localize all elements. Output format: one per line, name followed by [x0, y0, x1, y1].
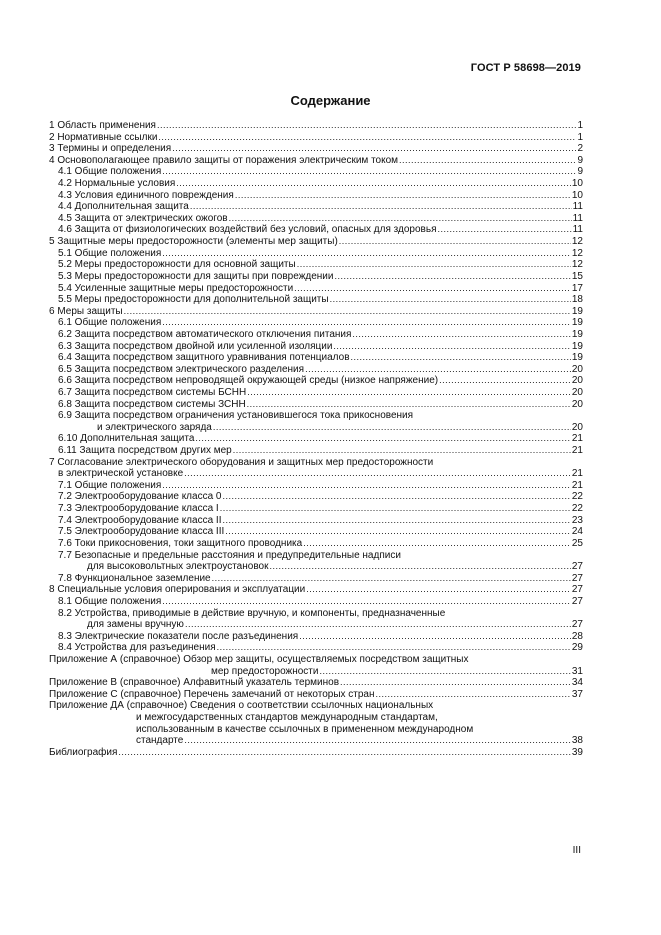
toc-entry-page: 27: [571, 595, 583, 607]
toc-entry[interactable]: [49, 190, 583, 202]
toc-dot-leader: [185, 619, 571, 631]
toc-entry-title: 4.4 Дополнительная защита: [58, 201, 189, 213]
toc-entry-title: 7.6 Токи прикосновения, токи защитного проводника: [58, 537, 303, 549]
toc-entry-title: для высоковольтных электроустановок: [87, 561, 269, 573]
toc-dot-leader: [439, 375, 571, 387]
toc-dot-leader: [162, 480, 571, 492]
toc-dot-leader: [222, 515, 570, 527]
toc-dot-leader: [222, 491, 570, 503]
toc-entry-title: 1 Область применения: [49, 119, 156, 131]
toc-entry-page: 28: [571, 630, 583, 642]
toc-entry[interactable]: [49, 213, 583, 225]
toc-entry-title: и межгосударственных стандартов международным стандартам,: [136, 712, 438, 724]
toc-entry[interactable]: [49, 492, 583, 504]
toc-entry[interactable]: [49, 735, 583, 747]
toc-dot-leader: [212, 573, 571, 585]
toc-dot-leader: [213, 422, 571, 434]
toc-entry-page: 22: [571, 503, 583, 515]
toc-entry[interactable]: [49, 642, 583, 654]
toc-entry-title: и электрического заряда: [97, 421, 212, 433]
toc-entry-page: 18: [571, 294, 583, 306]
toc-entry[interactable]: [49, 747, 583, 759]
toc-dot-leader: [339, 236, 571, 248]
toc-dot-leader: [294, 283, 571, 295]
toc-entry[interactable]: [49, 654, 583, 666]
toc-entry-title: 4.2 Нормальные условия: [58, 178, 176, 190]
toc-dot-leader: [299, 631, 571, 643]
toc-entry-page: 11: [572, 201, 583, 213]
toc-entry-page: 11: [572, 212, 583, 224]
toc-dot-leader: [162, 248, 571, 260]
toc-dot-leader: [158, 132, 576, 144]
toc-entry[interactable]: [49, 224, 583, 236]
toc-entry-page: 12: [571, 259, 583, 271]
toc-entry-title: 7.4 Электрооборудование класса II: [58, 514, 222, 526]
toc-dot-leader: [319, 666, 570, 678]
toc-entry-title: 8.3 Электрические показатели после разъединения: [58, 630, 299, 642]
toc-entry-page: 31: [571, 665, 583, 677]
toc-entry[interactable]: [49, 410, 583, 422]
toc-entry-page: 25: [571, 537, 583, 549]
toc-entry-title: 6.1 Общие положения: [58, 317, 162, 329]
toc-entry-title: 6 Меры защиты: [49, 305, 123, 317]
toc-entry-title: 5.4 Усиленные защитные меры предосторожности: [58, 282, 294, 294]
toc-entry-title: Приложение ДА (справочное) Сведения о соответствии ссылочных национальных: [49, 700, 434, 712]
toc-entry-title: 3 Термины и определения: [49, 143, 172, 155]
toc-entry[interactable]: [49, 457, 583, 469]
toc-dot-leader: [190, 201, 572, 213]
toc-dot-leader: [340, 677, 571, 689]
toc-entry-title: 4.1 Общие положения: [58, 166, 162, 178]
toc-dot-leader: [162, 166, 576, 178]
toc-entry-page: 20: [571, 363, 583, 375]
toc-dot-leader: [306, 584, 571, 596]
toc-dot-leader: [118, 747, 570, 759]
toc-dot-leader: [297, 259, 571, 271]
toc-dot-leader: [172, 143, 576, 155]
toc-entry[interactable]: [49, 619, 583, 631]
toc-entry-title: 6.7 Защита посредством системы БСНН: [58, 387, 247, 398]
toc-entry-page: 2: [577, 143, 583, 155]
toc-entry-title: 8.1 Общие положения: [58, 595, 162, 607]
toc-entry-page: 12: [571, 247, 583, 259]
toc-entry-title: 4.6 Защита от физиологических воздействий без условий, опасных для здоровья: [58, 224, 437, 236]
toc-entry[interactable]: [49, 294, 583, 306]
toc-dot-leader: [247, 387, 571, 399]
toc-entry[interactable]: [49, 584, 583, 596]
toc-entry-page: 21: [571, 433, 583, 445]
toc-entry-page: 20: [571, 375, 583, 387]
toc-dot-leader: [176, 178, 571, 190]
toc-entry-page: 27: [571, 619, 583, 631]
toc-entry-page: 37: [571, 688, 583, 700]
toc-entry[interactable]: [49, 677, 583, 689]
standard-header: ГОСТ Р 58698—2019: [470, 62, 581, 74]
table-of-contents: [49, 120, 583, 759]
toc-entry-title: 4.3 Условия единичного повреждения: [58, 189, 234, 201]
toc-entry-title: 5.2 Меры предосторожности для основной защиты: [58, 259, 296, 271]
toc-entry[interactable]: [49, 526, 583, 538]
toc-entry[interactable]: [49, 248, 583, 260]
toc-entry-title: 7 Согласование электрического оборудования и защитных мер предосторожности: [49, 456, 434, 468]
toc-entry[interactable]: [49, 503, 583, 515]
toc-entry[interactable]: [49, 433, 583, 445]
toc-entry[interactable]: [49, 201, 583, 213]
toc-entry-page: 17: [571, 282, 583, 294]
toc-entry-title: Библиография: [49, 746, 118, 758]
toc-entry-page: 20: [571, 387, 583, 398]
toc-entry-page: 38: [571, 735, 583, 747]
toc-entry-title: 5.1 Общие положения: [58, 247, 162, 259]
toc-entry-page: 9: [577, 154, 583, 166]
toc-dot-leader: [220, 503, 571, 515]
toc-dot-leader: [330, 294, 571, 306]
toc-entry-title: 7.1 Общие положения: [58, 479, 162, 491]
toc-entry[interactable]: [49, 317, 583, 329]
toc-entry-page: 12: [571, 236, 583, 248]
toc-entry-title: 5.3 Меры предосторожности для защиты при повреждении: [58, 270, 334, 282]
toc-entry-title: 5.5 Меры предосторожности для дополнительной защиты: [58, 294, 329, 306]
toc-entry-page: 9: [577, 166, 583, 178]
toc-dot-leader: [184, 468, 571, 480]
toc-entry-page: 27: [571, 572, 583, 584]
toc-entry-title: 6.8 Защита посредством системы ЗСНН: [58, 398, 246, 410]
toc-entry-page: 21: [571, 445, 583, 457]
toc-entry-title: 7.3 Электрооборудование класса I: [58, 503, 219, 515]
toc-entry-title: 6.2 Защита посредством автоматического отключения питания: [58, 328, 352, 340]
toc-entry-title: использованным в качестве ссылочных в примененном международном: [136, 723, 474, 735]
toc-dot-leader: [162, 317, 571, 329]
toc-entry[interactable]: [49, 468, 583, 480]
toc-entry-title: 4.5 Защита от электрических ожогов: [58, 212, 228, 224]
toc-entry-page: 11: [572, 224, 583, 236]
toc-entry-page: 1: [577, 131, 583, 143]
toc-entry-title: Приложение В (справочное) Алфавитный указатель терминов: [49, 677, 340, 689]
toc-entry[interactable]: [49, 608, 583, 620]
toc-entry-title: для замены вручную: [87, 619, 184, 631]
toc-entry-page: 29: [571, 642, 583, 654]
toc-entry[interactable]: [49, 178, 583, 190]
toc-entry-title: 6.3 Защита посредством двойной или усиленной изоляции: [58, 340, 333, 352]
toc-entry[interactable]: [49, 724, 583, 736]
toc-entry-page: 10: [571, 178, 583, 190]
toc-entry[interactable]: [49, 561, 583, 573]
toc-entry-page: 19: [571, 328, 583, 340]
toc-dot-leader: [229, 213, 572, 225]
toc-dot-leader: [269, 561, 570, 573]
toc-entry-page: 27: [571, 561, 583, 573]
toc-entry-title: 7.7 Безопасные и предельные расстояния и предупредительные надписи: [58, 549, 401, 561]
toc-entry-page: 22: [571, 491, 583, 503]
toc-dot-leader: [334, 271, 570, 283]
toc-entry[interactable]: [49, 515, 583, 527]
toc-entry[interactable]: [49, 166, 583, 178]
toc-entry-title: в электрической установке: [58, 468, 184, 480]
toc-entry[interactable]: [49, 375, 583, 387]
toc-entry-page: 19: [571, 305, 583, 317]
toc-entry-page: 21: [571, 468, 583, 480]
toc-entry-title: 8 Специальные условия оперирования и эксплуатации: [49, 584, 306, 596]
toc-entry-title: 6.4 Защита посредством защитного уравнивания потенциалов: [58, 352, 350, 364]
toc-entry[interactable]: [49, 352, 583, 364]
toc-entry[interactable]: [49, 329, 583, 341]
toc-entry[interactable]: [49, 689, 583, 701]
toc-entry-page: 34: [571, 677, 583, 689]
toc-entry[interactable]: [49, 666, 583, 678]
toc-entry[interactable]: [49, 143, 583, 155]
toc-entry[interactable]: [49, 364, 583, 376]
toc-entry[interactable]: [49, 573, 583, 585]
toc-dot-leader: [235, 190, 571, 202]
toc-entry-title: мер предосторожности: [211, 665, 319, 677]
toc-entry-title: Приложение А (справочное) Обзор мер защиты, осуществляемых посредством защитных: [49, 654, 469, 666]
toc-entry-page: 24: [571, 526, 583, 538]
toc-entry[interactable]: [49, 271, 583, 283]
toc-entry[interactable]: [49, 306, 583, 318]
toc-entry[interactable]: [49, 283, 583, 295]
toc-dot-leader: [157, 120, 576, 132]
toc-entry[interactable]: [49, 236, 583, 248]
toc-entry-page: 23: [571, 514, 583, 526]
toc-entry[interactable]: [49, 120, 583, 132]
toc-entry-title: 6.5 Защита посредством электрического разделения: [58, 363, 305, 375]
toc-dot-leader: [225, 526, 571, 538]
toc-dot-leader: [124, 306, 571, 318]
toc-entry[interactable]: [49, 596, 583, 608]
toc-entry-page: 19: [571, 340, 583, 352]
toc-entry[interactable]: [49, 700, 583, 712]
toc-entry-title: 7.2 Электрооборудование класса 0: [58, 491, 222, 503]
toc-entry-title: Приложение С (справочное) Перечень замечаний от некоторых стран: [49, 688, 375, 700]
toc-entry[interactable]: [49, 155, 583, 167]
toc-entry-title: 8.2 Устройства, приводимые в действие вручную, и компоненты, предназначенные: [58, 607, 446, 619]
toc-dot-leader: [195, 433, 570, 445]
toc-dot-leader: [303, 538, 571, 550]
toc-entry-page: 20: [571, 398, 583, 410]
toc-dot-leader: [247, 399, 571, 411]
toc-entry-title: 6.6 Защита посредством непроводящей окружающей среды (низкое напряжение): [58, 375, 439, 387]
toc-entry-title: стандарте: [136, 735, 184, 747]
page-number: III: [572, 845, 581, 856]
toc-dot-leader: [233, 445, 571, 457]
toc-entry-page: 27: [571, 584, 583, 596]
toc-entry-page: 1: [577, 119, 583, 131]
toc-dot-leader: [333, 341, 570, 353]
toc-dot-leader: [217, 642, 571, 654]
toc-dot-leader: [438, 224, 572, 236]
toc-entry-title: 8.4 Устройства для разъединения: [58, 642, 216, 654]
toc-dot-leader: [376, 689, 571, 701]
toc-entry-page: 19: [571, 317, 583, 329]
toc-entry-title: 7.5 Электрооборудование класса III: [58, 526, 225, 538]
toc-dot-leader: [351, 352, 571, 364]
toc-entry-page: 21: [571, 479, 583, 491]
toc-entry-page: 20: [571, 421, 583, 433]
toc-entry[interactable]: [49, 132, 583, 144]
toc-entry[interactable]: [49, 445, 583, 457]
toc-dot-leader: [399, 155, 576, 167]
toc-entry[interactable]: [49, 480, 583, 492]
page-title: Содержание: [290, 93, 371, 108]
toc-entry-title: 5 Защитные меры предосторожности (элементы мер защиты): [49, 236, 338, 248]
toc-entry[interactable]: [49, 631, 583, 643]
toc-entry-page: 39: [571, 746, 583, 758]
toc-entry[interactable]: [49, 259, 583, 271]
toc-dot-leader: [305, 364, 571, 376]
toc-entry-page: 10: [571, 189, 583, 201]
toc-dot-leader: [162, 596, 571, 608]
toc-dot-leader: [352, 329, 570, 341]
toc-entry-title: 6.10 Дополнительная защита: [58, 433, 195, 445]
toc-entry-title: 4 Основополагающее правило защиты от поражения электрическим током: [49, 154, 399, 166]
toc-dot-leader: [184, 735, 571, 747]
toc-entry-title: 6.11 Защита посредством других мер: [58, 445, 232, 457]
toc-entry-page: 19: [571, 352, 583, 364]
toc-entry[interactable]: [49, 387, 583, 399]
toc-entry[interactable]: [49, 538, 583, 550]
toc-entry-title: 2 Нормативные ссылки: [49, 131, 158, 143]
toc-entry-title: 6.9 Защита посредством ограничения установившегося тока прикосновения: [58, 410, 414, 422]
toc-entry[interactable]: [49, 341, 583, 353]
toc-entry[interactable]: [49, 422, 583, 434]
toc-entry-title: 7.8 Функциональное заземление: [58, 572, 211, 584]
toc-entry[interactable]: [49, 712, 583, 724]
toc-entry-page: 15: [571, 270, 583, 282]
toc-entry[interactable]: [49, 550, 583, 562]
toc-entry[interactable]: [49, 399, 583, 411]
